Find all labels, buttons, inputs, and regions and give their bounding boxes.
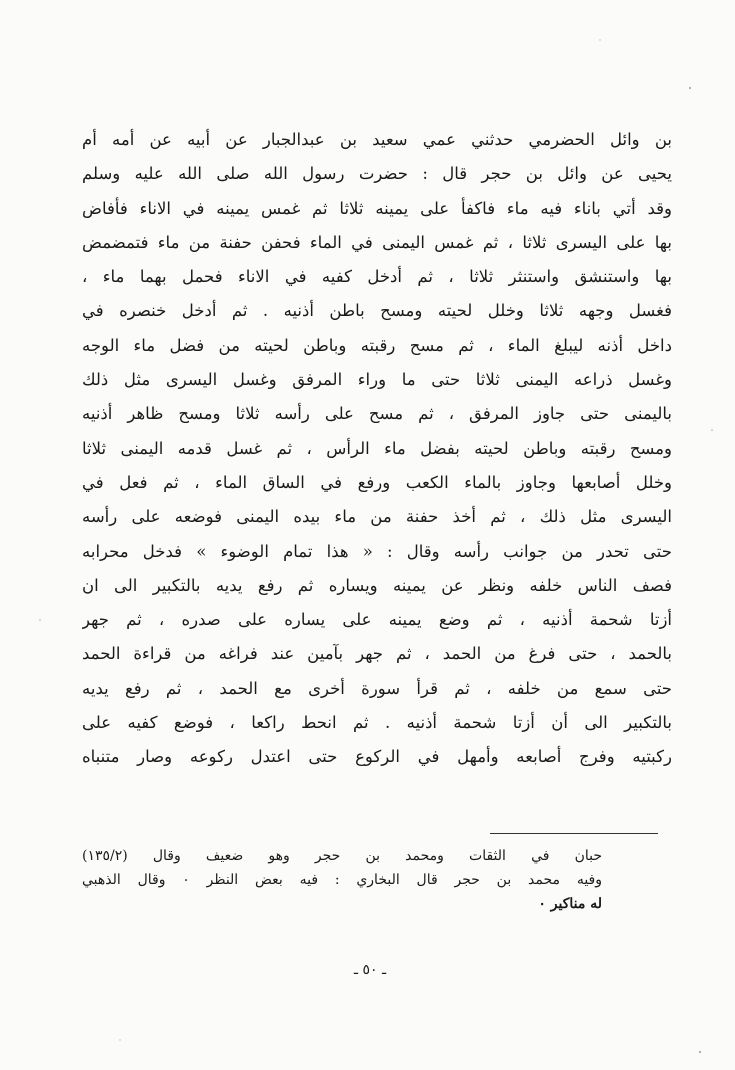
page-number: ـ ٥٠ ـ [353, 962, 387, 978]
text-line: ومسح رقبته وباطن لحيته بفضل ماء الرأس ، ثم غسل قدمه اليمنى ثلاثا [82, 438, 672, 458]
footnotes [82, 844, 602, 916]
text-line: بها على اليسرى ثلاثا ، ثم غمس اليمنى في الماء فحفن حفنة من ماء فتمضمض [82, 232, 672, 252]
text-line: حتى تحدر من جوانب رأسه وقال : « هذا تمام الوضوء » فدخل محرابه [82, 541, 672, 561]
text-line: وغسل ذراعه اليمنى ثلاثا حتى ما وراء المرفق وغسل اليسرى مثل ذلك [82, 370, 672, 390]
text-line: فغسل وجهه ثلاثا وخلل لحيته ومسح باطن أذنيه . ثم أدخل خنصره في [82, 301, 672, 321]
text-line: فصف الناس خلفه ونظر عن يمينه ويساره ثم رفع يديه بالتكبير الى ان [82, 575, 672, 595]
text-line: حتى سمع من خلفه ، ثم قرأ سورة أخرى مع الحمد ، ثم رفع يديه [82, 678, 672, 698]
footnote-line: له مناكير ٠ [538, 896, 602, 912]
text-line: بالحمد ، حتى فرغ من الحمد ، ثم جهر بآمين عند فراغه من قراءة الحمد [82, 644, 672, 664]
text-line: أزتا شحمة أذنيه ، ثم وضع يمينه على يساره على صدره ، ثم جهر [82, 610, 672, 630]
text-line: وخلل أصابعها وجاوز بالماء الكعب ورفع في الساق الماء ، ثم فعل في [82, 472, 672, 492]
text-line: داخل أذنه ليبلغ الماء ، ثم مسح رقبته وباطن لحيته من فضل ماء الوجه [82, 335, 672, 355]
text-line: بها واستنشق واستنثر ثلاثا ، ثم أدخل كفيه في الاناء فحمل بهما ماء ، [82, 267, 672, 287]
body-text [82, 123, 672, 775]
footnote-separator [490, 833, 658, 834]
text-line: باليمنى حتى جاوز المرفق ، ثم مسح على رأسه ثلاثا ومسح ظاهر أذنيه [82, 404, 672, 424]
text-line: يحيى عن وائل بن حجر قال : حضرت رسول الله صلى الله عليه وسلم [82, 164, 672, 184]
text-line: اليسرى مثل ذلك ، ثم أخذ حفنة من ماء بيده اليمنى فوضعه على رأسه [82, 507, 672, 527]
text-line: بن وائل الحضرمي حدثني عمي سعيد بن عبدالجبار عن أبيه عن أمه أم [82, 130, 672, 149]
text-line: وقد أتي باناء فيه ماء فاكفأ على يمينه ثلاثا ثم غمس يمينه في الاناء فأفاض [82, 198, 672, 218]
text-line: ركبتيه وفرج أصابعه وأمهل في الركوع حتى اعتدل ركوعه وصار متنباه [82, 747, 672, 767]
footnote-line: وفيه محمد بن حجر قال البخاري : فيه بعض النظر ٠ وقال الذهبي [82, 872, 602, 888]
footnote-line: حبان في الثقات ومحمد بن حجر وهو ضعيف وقال (١٣٥/٢) [82, 848, 602, 864]
text-line: بالتكبير الى أن أزتا شحمة أذنيه . ثم انحط راكعا ، فوضع كفيه على [82, 713, 672, 733]
